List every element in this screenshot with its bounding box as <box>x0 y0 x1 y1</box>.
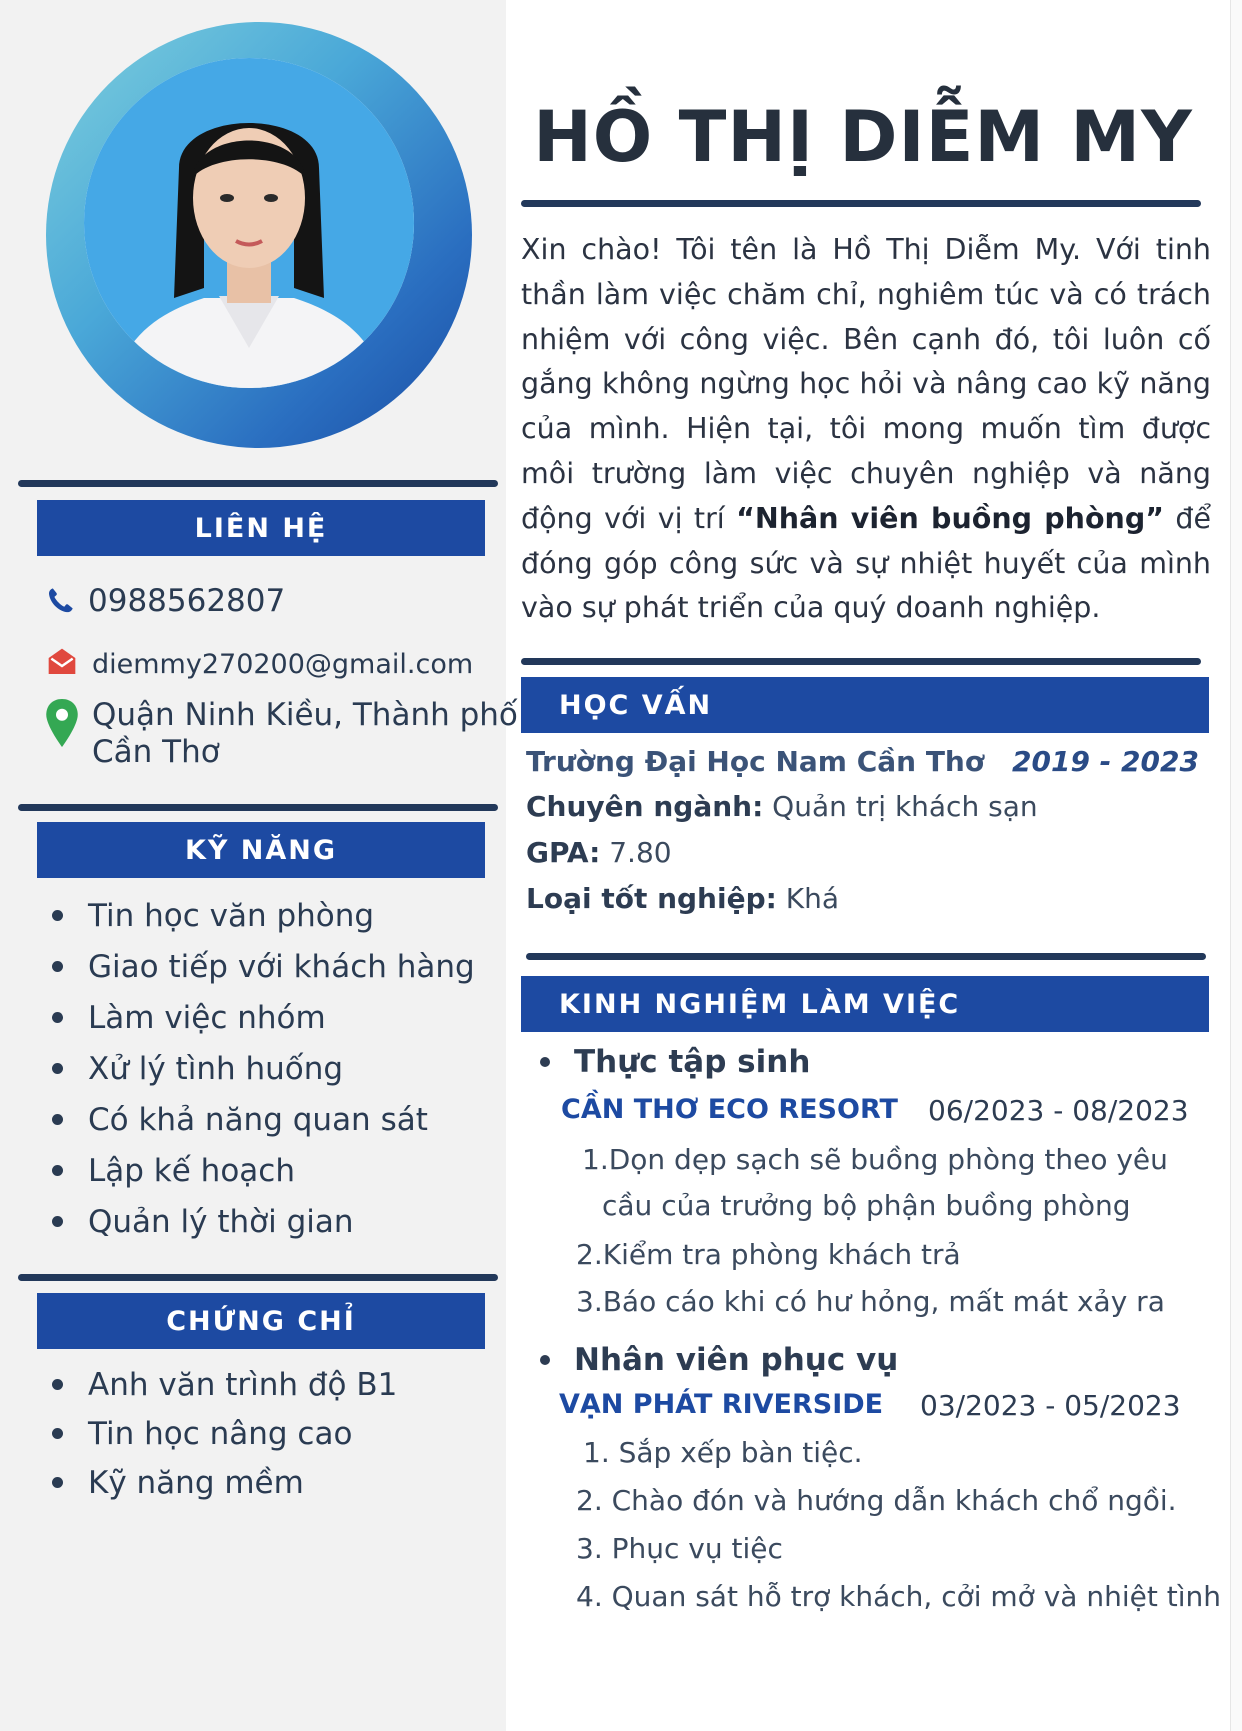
certificates-list <box>52 1360 397 1507</box>
page-edge <box>1230 0 1242 1731</box>
address-line-1: Quận Ninh Kiều, Thành phố <box>92 697 518 733</box>
candidate-name: HỒ THỊ DIỄM MY <box>533 96 1193 178</box>
experience-section-title: KINH NGHIỆM LÀM VIỆC <box>521 976 1209 1032</box>
location-pin-icon <box>44 697 80 749</box>
skill-item: Quản lý thời gian <box>52 1196 475 1247</box>
contact-email <box>44 646 473 683</box>
job-1-task-1-cont: cầu của trưởng bộ phận buồng phòng <box>602 1189 1131 1222</box>
contact-address <box>44 697 518 771</box>
skill-item: Xử lý tình huống <box>52 1043 475 1094</box>
education-divider <box>521 658 1201 665</box>
job-2-task-1: 1. Sắp xếp bàn tiệc. <box>583 1436 863 1469</box>
skill-item: Lập kế hoạch <box>52 1145 475 1196</box>
job-2-company: VẠN PHÁT RIVERSIDE <box>559 1389 884 1420</box>
graduation-grade: Loại tốt nghiệp: Khá <box>526 882 839 915</box>
job-1-period: 06/2023 - 08/2023 <box>928 1094 1189 1127</box>
job-2-task-4: 4. Quan sát hỗ trợ khách, cởi mở và nhiệt tình <box>576 1580 1221 1613</box>
skills-list <box>52 890 475 1247</box>
sidebar-divider-skills <box>18 804 498 811</box>
job-2-period: 03/2023 - 05/2023 <box>920 1389 1181 1422</box>
education-years: 2019 - 2023 <box>1012 745 1199 778</box>
sidebar-divider-contact <box>18 480 498 487</box>
job-2-task-2: 2. Chào đón và hướng dẫn khách chổ ngồi. <box>576 1484 1177 1517</box>
name-divider <box>521 200 1201 207</box>
email-address: diemmy270200@gmail.com <box>92 649 474 680</box>
contact-phone <box>44 583 285 620</box>
job-1-task-3: 3.Báo cáo khi có hư hỏng, mất mát xảy ra <box>576 1285 1165 1318</box>
address-line-2: Cần Thơ <box>92 734 220 770</box>
profile-photo-frame <box>46 22 472 448</box>
major: Chuyên ngành: Quản trị khách sạn <box>526 790 1038 823</box>
certificates-section-title: CHỨNG CHỈ <box>37 1293 485 1349</box>
job-1-task-1: 1.Dọn dẹp sạch sẽ buồng phòng theo yêu <box>582 1143 1168 1176</box>
skills-section-title: KỸ NĂNG <box>37 822 485 878</box>
intro-text: Xin chào! Tôi tên là Hồ Thị Diễm My. Với tinh thần làm việc chăm chỉ, nghiêm túc và có trách nhiệm với công việc. Bên cạnh đó, tôi luôn cố gắng không ngừng học hỏi và nâng cao kỹ năng của mình. Hiện tại, tôi mong muốn tìm được môi trường làm việc chuyên nghiệp và năng động với vị trí <box>521 233 1211 535</box>
contact-section-title: LIÊN HỆ <box>37 500 485 556</box>
certificate-item: Tin học nâng cao <box>52 1409 397 1458</box>
phone-number: 0988562807 <box>88 583 286 619</box>
address-text <box>92 697 518 771</box>
sidebar-divider-certificates <box>18 1274 498 1281</box>
school-name: Trường Đại Học Nam Cần Thơ <box>526 745 985 778</box>
experience-divider <box>526 953 1206 960</box>
gpa: GPA: 7.80 <box>526 836 672 869</box>
phone-icon <box>44 583 76 619</box>
job-1-task-2: 2.Kiểm tra phòng khách trả <box>576 1238 961 1271</box>
skill-item: Làm việc nhóm <box>52 992 475 1043</box>
job-1-company: CẦN THƠ ECO RESORT <box>561 1094 898 1125</box>
certificate-item: Anh văn trình độ B1 <box>52 1360 397 1409</box>
education-section-title: HỌC VẤN <box>521 677 1209 733</box>
job-1-role: Thực tập sinh <box>540 1044 810 1080</box>
job-2-task-3: 3. Phục vụ tiệc <box>576 1532 783 1565</box>
skill-item: Tin học văn phòng <box>52 890 475 941</box>
intro-paragraph <box>521 228 1211 631</box>
job-2-role: Nhân viên phục vụ <box>540 1342 898 1378</box>
intro-position: “Nhân viên buồng phòng” <box>736 501 1164 535</box>
skill-item: Có khả năng quan sát <box>52 1094 475 1145</box>
skill-item: Giao tiếp với khách hàng <box>52 941 475 992</box>
email-icon <box>44 646 80 678</box>
intro-text-end: để đóng góp công sức và sự nhiệt huyết của mình vào sự phát triển của quý doanh nghiệp. <box>521 501 1212 625</box>
certificate-item: Kỹ năng mềm <box>52 1458 397 1507</box>
profile-photo <box>84 58 414 388</box>
